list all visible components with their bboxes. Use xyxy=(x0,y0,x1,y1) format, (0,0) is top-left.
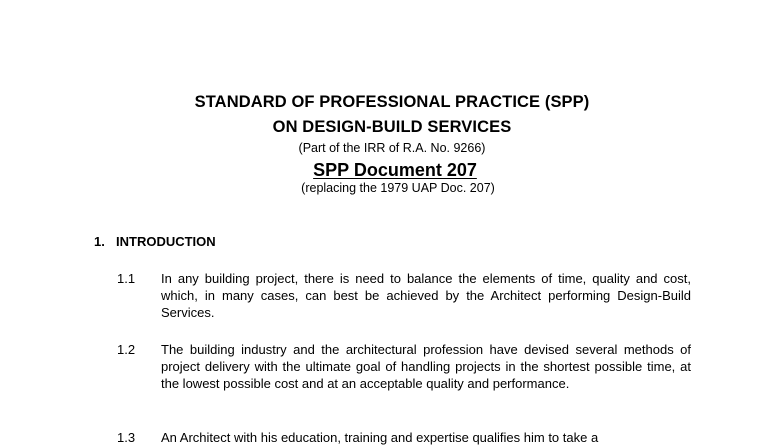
section-number: 1. xyxy=(94,234,105,249)
document-title-line-1: STANDARD OF PROFESSIONAL PRACTICE (SPP) xyxy=(194,93,590,111)
item-paragraph: In any building project, there is need to balance the elements of time, quality and cost, which, in many cases, can best be achieved by the Architect performing Design-Build Services. xyxy=(161,271,691,320)
part-note: (Part of the IRR of R.A. No. 9266) xyxy=(298,141,486,155)
item-paragraph: The building industry and the architectural profession have devised several methods of project delivery with the ultimate goal of handling projects in the shortest possible time, at the lowest possible cost and at an acceptable quality and performance. xyxy=(161,342,691,391)
item-number: 1.3 xyxy=(117,430,136,445)
document-number: SPP Document 207 xyxy=(313,160,477,180)
section-heading xyxy=(94,234,216,250)
section-title: INTRODUCTION xyxy=(116,234,216,249)
item-number: 1.2 xyxy=(117,342,136,357)
document-title-line-2: ON DESIGN-BUILD SERVICES xyxy=(272,118,512,136)
item-number: 1.1 xyxy=(117,271,136,286)
item-paragraph: An Architect with his education, training and expertise qualifies him to take a xyxy=(161,430,599,445)
replacing-note: (replacing the 1979 UAP Doc. 207) xyxy=(301,181,495,195)
